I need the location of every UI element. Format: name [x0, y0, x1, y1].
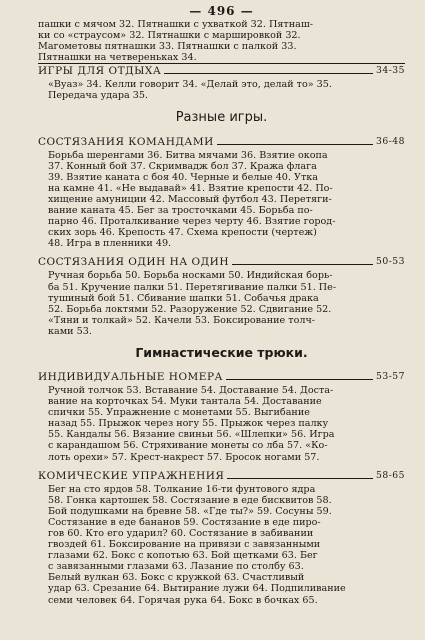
text-line: с карандашом 56. Стряхивание монеты со лба 57. «Ко- [48, 440, 328, 452]
leader-line [164, 73, 373, 74]
section-heading-team-competitions [38, 136, 405, 148]
text-line: спички 55. Упражнение с монетами 55. Выгибание [48, 407, 310, 419]
page-range: 34-35 [376, 65, 405, 77]
text-line: гвоздей 61. Бокcирование на привязи с завязанными [48, 539, 321, 551]
text-line: «Тяни и толкай» 52. Качели 53. Бокcирование толч- [48, 314, 316, 326]
leader-line [226, 379, 373, 380]
text-line: вание каната 45. Бег за тросточками 45. Борьба по- [48, 205, 313, 217]
text-line: Ручной толчок 53. Вставание 54. Доставание 54. Доста- [48, 384, 334, 396]
text-line: тушиный бой 51. Сбивание шапки 51. Собачья драка [48, 292, 319, 304]
text-line: ки со «страусом» 32. Пятнашки с маршировкой 32. [38, 30, 301, 42]
section-heading-comic-exercises [38, 470, 405, 482]
page-range: 53-57 [376, 370, 405, 382]
text-line: 58. Гонка картошек 58. Состязание в еде бисквитов 58. [48, 494, 332, 506]
section-body-team-competitions [38, 150, 405, 250]
text-line: семи человек 64. Горячая рука 64. Бокс в бочках 65. [48, 594, 318, 606]
page-range: 36-48 [376, 135, 405, 147]
leader-line [227, 478, 373, 479]
text-line: пашки с мячом 32. Пятнашки с ухваткой 32. Пятнаш- [38, 19, 313, 30]
text-line: Передача удара 35. [48, 90, 149, 102]
text-line: «Вуаз» 34. Келли говорит 34. «Делай это, делай то» 35. [48, 79, 332, 91]
section-heading-rest-games [38, 65, 405, 77]
text-line: 52. Борьба локтями 52. Разоружение 52. Сдвигание 52. [48, 303, 332, 315]
section-body-comic-exercises [38, 484, 405, 606]
page-number: — 496 — [189, 4, 254, 18]
text-line: ских зорь 46. Крепость 47. Схема крепости (чертеж) [48, 227, 317, 239]
text-line: Белый вулкан 63. Бокс с кружкой 63. Счастливый [48, 572, 305, 584]
section-heading-one-on-one [38, 256, 405, 268]
chapter-heading-gymnastic-tricks: Гимнастические трюки. [135, 344, 308, 360]
divider-rule [38, 63, 405, 64]
text-line: хищение амуниции 42. Массовый футбол 43. Перетяги- [48, 193, 332, 205]
section-title: ИГРЫ ДЛЯ ОТДЫХА [38, 65, 162, 78]
text-line: с завязанными глазами 63. Лазание по столбу 63. [48, 561, 304, 573]
text-line: 55. Кандалы 56. Вязание свиньи 56. «Шлепки» 56. Игра [48, 429, 335, 441]
page-range: 50-53 [376, 256, 405, 268]
section-title: КОМИЧЕСКИЕ УПРАЖНЕНИЯ [38, 469, 225, 482]
text-line: ками 53. [48, 325, 92, 337]
text-line: Магометовы пятнашки 33. Пятнашки с палкой 33. [38, 41, 297, 53]
text-line: Состязание в еде бананов 59. Состязание в еде пиро- [48, 516, 321, 528]
text-line: гов 60. Кто его ударил? 60. Состязание в забивании [48, 528, 314, 539]
text-line: Пятнашки на четвереньках 34. [38, 52, 197, 64]
top-block [38, 19, 405, 63]
text-line: назад 55. Прыжок через ногу 55. Прыжок через палку [48, 418, 329, 430]
text-line: лоть орехи» 57. Крест-накрест 57. Бросок ногами 57. [48, 451, 320, 463]
section-body-individual-numbers [38, 385, 405, 463]
section-body-rest-games [38, 79, 405, 101]
text-line: 37. Конный бой 37. Скримвадж бол 37. Кража флага [48, 160, 317, 172]
text-line: Бег на сто ярдов 58. Толкание 16-ти фунтового ядра [48, 483, 316, 495]
text-line: вание на корточках 54. Муки тантала 54. Доставание [48, 396, 322, 408]
leader-line [232, 264, 373, 265]
text-line: парно 46. Проталкивание через черту 46. Взятие город- [48, 216, 336, 228]
page-range: 58-65 [376, 469, 405, 481]
section-body-one-on-one [38, 270, 405, 337]
text-line: Борьба шеренгами 36. Битва мячами 36. Взятие окопа [48, 149, 328, 161]
leader-line [217, 144, 373, 145]
section-title: ИНДИВИДУАЛЬНЫЕ НОМЕРА [38, 370, 223, 383]
text-line: ба 51. Кручение палки 51. Перетягивание палки 51. Пе- [48, 281, 337, 293]
section-title: СОСТЯЗАНИЯ ОДИН НА ОДИН [38, 256, 229, 269]
text-line: Бой подушками на бревне 58. «Где ты?» 59. Сосуны 59. [48, 505, 332, 517]
text-line: удар 63. Срезание 64. Вытирание лужи 64. Подпиливание [48, 583, 346, 595]
text-line: 48. Игра в пленники 49. [48, 238, 172, 250]
text-line: глазами 62. Бокс с копотью 63. Бой щетками 63. Бег [48, 550, 318, 562]
chapter-heading-various-games: Разные игры. [175, 109, 268, 125]
text-line: Ручная борьба 50. Борьба носками 50. Индийская борь- [48, 270, 333, 282]
section-heading-individual-numbers [38, 371, 405, 383]
section-title: СОСТЯЗАНИЯ КОМАНДАМИ [38, 135, 214, 148]
text-line: 39. Взятие каната с боя 40. Черные и белые 40. Утка [48, 171, 318, 183]
text-line: на камне 41. «Не выдавай» 41. Взятие крепости 42. По- [48, 182, 333, 194]
